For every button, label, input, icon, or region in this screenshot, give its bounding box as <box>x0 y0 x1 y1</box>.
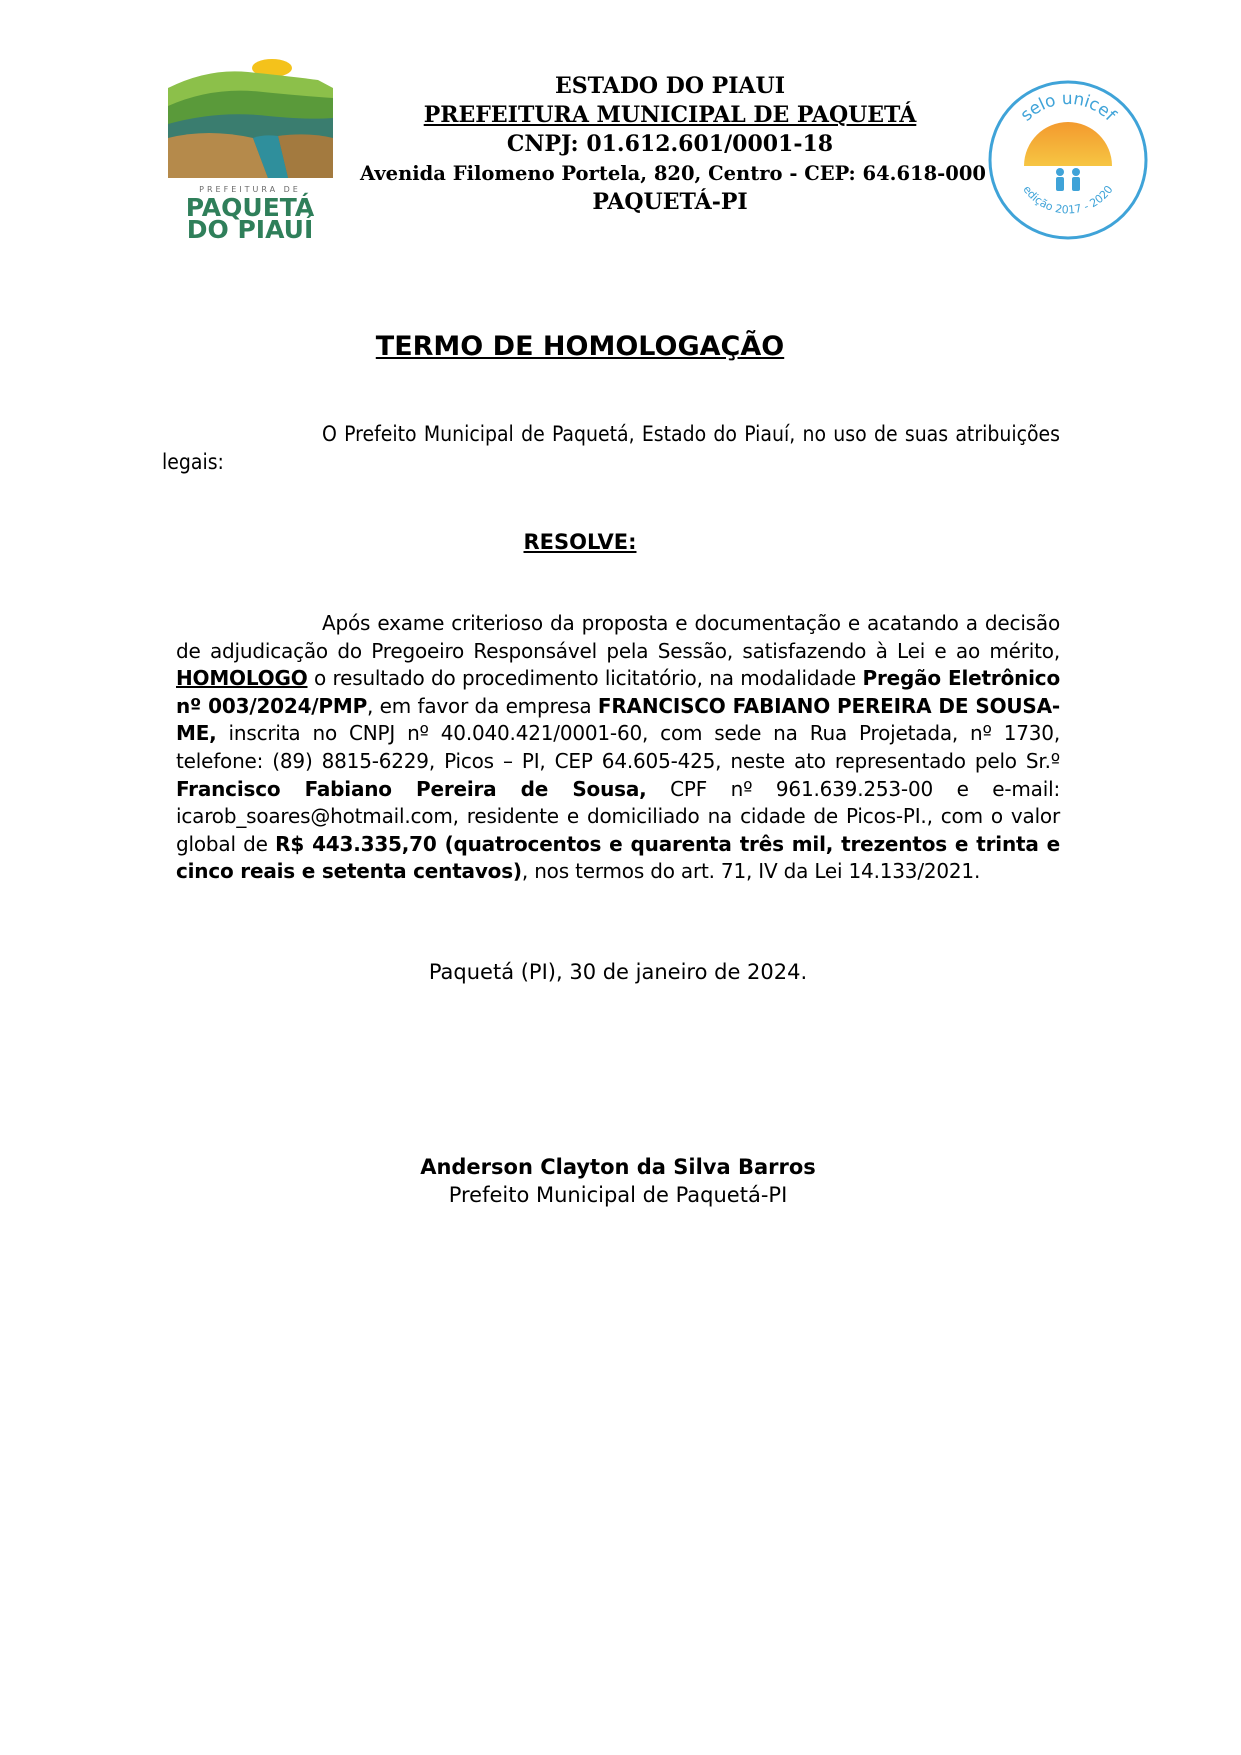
para-text-4: inscrita no CNPJ nº 40.040.421/0001-60, com sede na Rua Projetada, nº 1730, telefone: (89) 8815-6229, Picos – PI, CEP 64.605-425, neste ato representado pelo Sr.º <box>176 721 1060 773</box>
para-text-5: CPF nº 961.639.253-00 e e-mail: icarob_soares@hotmail.com, residente e domiciliado na cidade de Picos-PI., com o valor global de <box>176 776 1060 856</box>
seal-top-text: selo unicef <box>1016 88 1120 126</box>
global-value: R$ 443.335,70 (quatrocentos e quarenta três mil, trezentos e trinta e cinco reais e setenta centavos) <box>176 831 1061 884</box>
document-title: TERMO DE HOMOLOGAÇÃO <box>375 331 785 362</box>
para-text-3: , em favor da empresa <box>367 693 598 718</box>
document-date: Paquetá (PI), 30 de janeiro de 2024. <box>428 960 808 984</box>
resolve-heading: RESOLVE: <box>523 530 637 554</box>
signature-block <box>0 1153 1236 1209</box>
logo-big-text-2: DO PIAUÍ <box>186 215 314 244</box>
prefeitura-paqueta-logo <box>168 58 350 244</box>
header-city: PAQUETÁ-PI <box>592 189 748 215</box>
representative-name: Francisco Fabiano Pereira de Sousa, <box>176 776 647 801</box>
letterhead <box>360 72 986 217</box>
signer-name: Anderson Clayton da Silva Barros <box>420 1155 816 1179</box>
header-state: ESTADO DO PIAUI <box>554 73 786 99</box>
seal-bottom-text: edição 2017 - 2020 <box>1020 183 1116 217</box>
header-address: Avenida Filomeno Portela, 820, Centro - CEP: 64.618-000 <box>360 162 986 185</box>
logo-big-text-1: PAQUETÁ <box>185 193 315 222</box>
selo-unicef-seal <box>986 78 1150 242</box>
para-text-2: o resultado do procedimento licitatório, na modalidade <box>307 666 863 691</box>
para-text-1: Após exame criterioso da proposta e documentação e acatando a decisão de adjudicação do Pregoeiro Responsável pela Sessão, satisfazendo à Lei e ao mérito, <box>176 611 1060 663</box>
header-cnpj: CNPJ: 01.612.601/0001-18 <box>506 131 834 157</box>
para-text-6: , nos termos do art. 71, IV da Lei 14.133/2021. <box>521 859 981 884</box>
homologo-word: HOMOLOGO <box>176 666 308 691</box>
logo-small-text: PREFEITURA DE <box>199 185 301 194</box>
pregao-number: Pregão Eletrônico nº 003/2024/PMP <box>176 666 1060 718</box>
homologation-paragraph <box>176 610 1060 886</box>
intro-paragraph: O Prefeito Municipal de Paquetá, Estado do Piauí, no uso de suas atribuições legais: <box>162 422 1060 474</box>
header-prefeitura: PREFEITURA MUNICIPAL DE PAQUETÁ <box>423 102 917 128</box>
svg-text:edição 2017 - 2020 <box>1020 183 1115 216</box>
signer-role: Prefeito Municipal de Paquetá-PI <box>448 1183 788 1207</box>
svg-text:selo unicef <box>1017 89 1121 126</box>
company-name: FRANCISCO FABIANO PEREIRA DE SOUSA-ME, <box>176 693 1060 746</box>
